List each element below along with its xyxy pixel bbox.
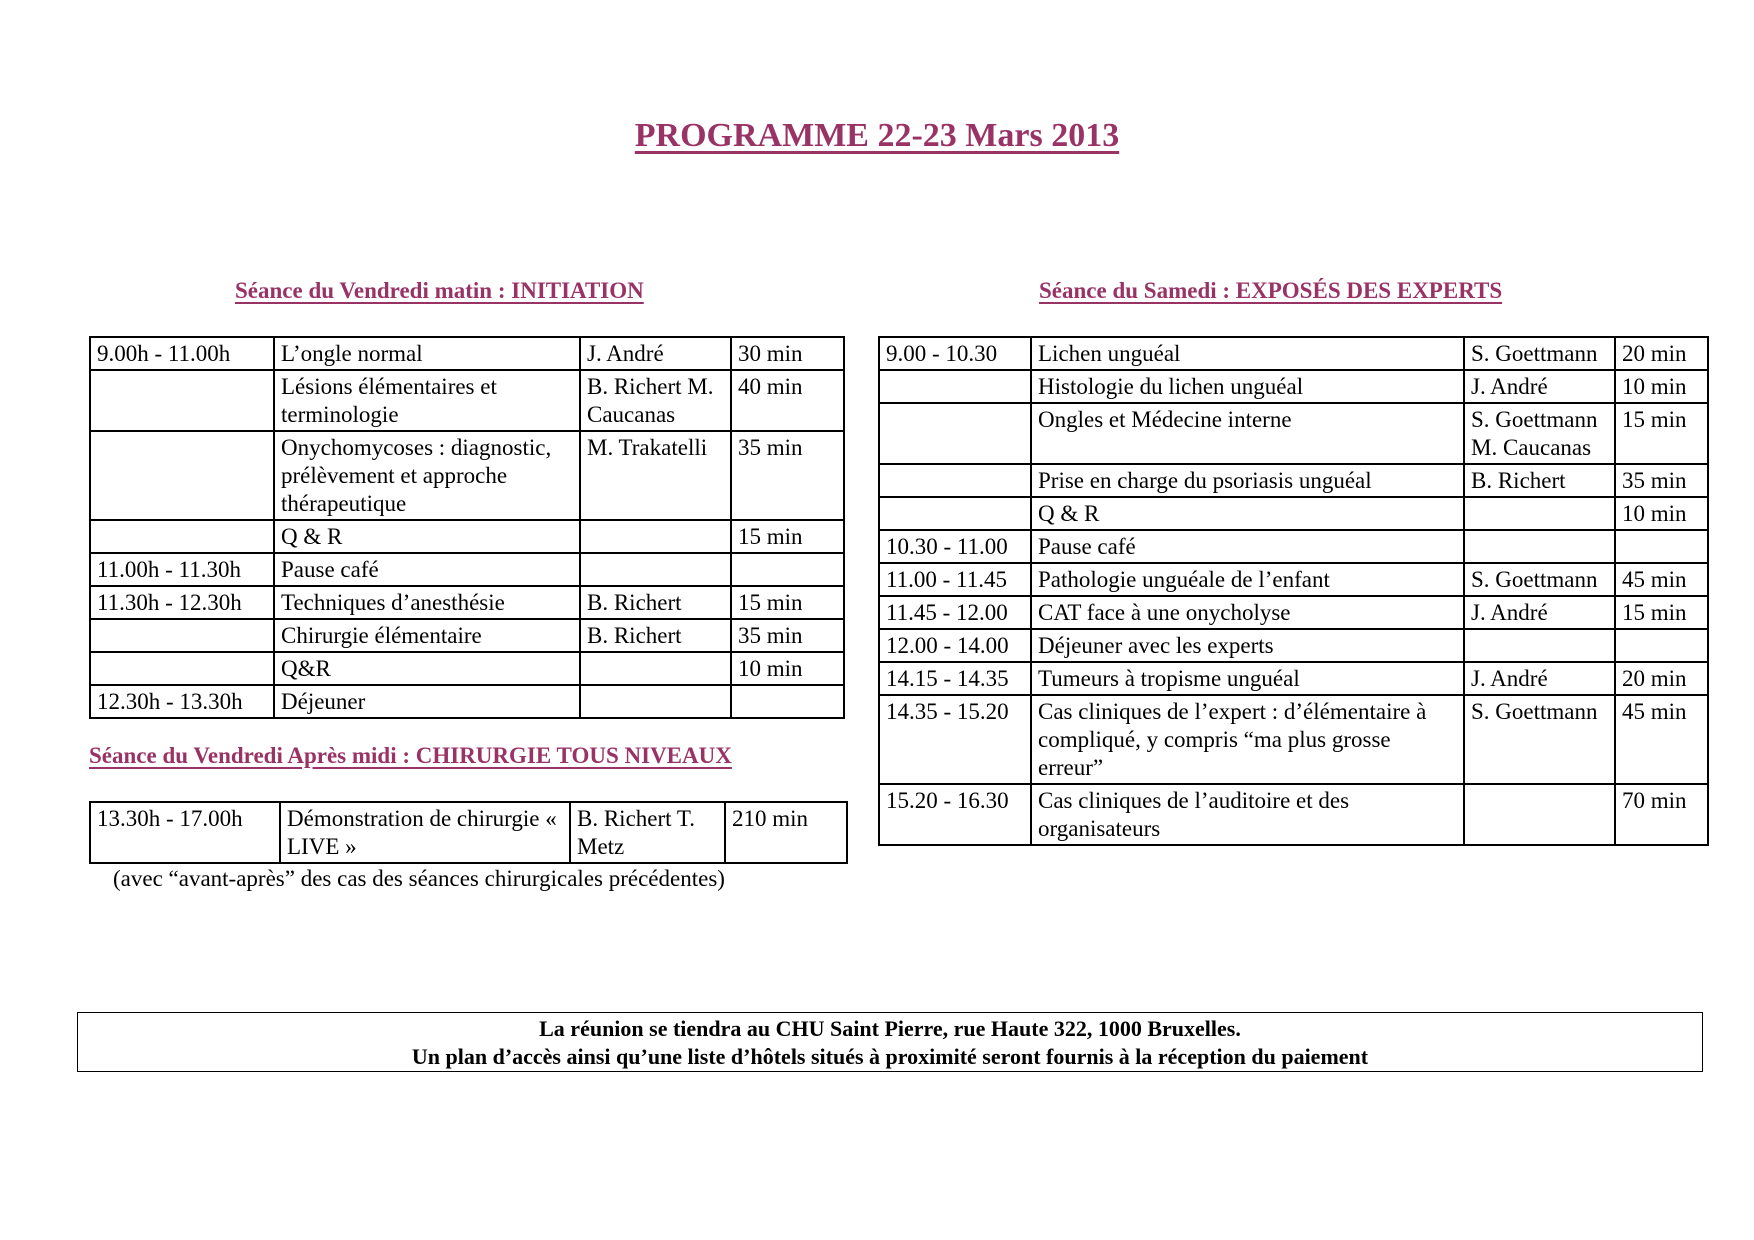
cell-topic: Histologie du lichen unguéal xyxy=(1031,370,1464,403)
cell-time xyxy=(90,520,274,553)
cell-duration: 15 min xyxy=(1615,596,1708,629)
cell-topic: Déjeuner avec les experts xyxy=(1031,629,1464,662)
cell-time xyxy=(879,403,1031,464)
cell-time: 11.00h - 11.30h xyxy=(90,553,274,586)
table-row xyxy=(90,553,844,586)
cell-topic: CAT face à une onycholyse xyxy=(1031,596,1464,629)
cell-duration xyxy=(1615,629,1708,662)
cell-topic: Q & R xyxy=(274,520,580,553)
table-row xyxy=(90,431,844,520)
cell-topic: Techniques d’anesthésie xyxy=(274,586,580,619)
cell-topic: Lésions élémentaires et terminologie xyxy=(274,370,580,431)
cell-time: 12.00 - 14.00 xyxy=(879,629,1031,662)
cell-speaker xyxy=(580,553,731,586)
venue-info-box xyxy=(77,1012,1703,1072)
cell-duration xyxy=(731,553,844,586)
table-row xyxy=(879,464,1708,497)
friday-morning-heading: Séance du Vendredi matin : INITIATION xyxy=(235,278,644,303)
cell-topic: Q & R xyxy=(1031,497,1464,530)
cell-time: 15.20 - 16.30 xyxy=(879,784,1031,845)
cell-duration: 210 min xyxy=(725,802,847,863)
venue-line: La réunion se tiendra au CHU Saint Pierre, rue Haute 322, 1000 Bruxelles. xyxy=(539,1016,1241,1041)
table-row xyxy=(90,520,844,553)
saturday-table xyxy=(878,336,1709,846)
cell-speaker: B. Richert T. Metz xyxy=(570,802,725,863)
table-row xyxy=(879,596,1708,629)
cell-topic: Pause café xyxy=(1031,530,1464,563)
cell-speaker: J. André xyxy=(1464,370,1615,403)
cell-topic: Ongles et Médecine interne xyxy=(1031,403,1464,464)
cell-speaker: B. Richert M. Caucanas xyxy=(580,370,731,431)
table-row xyxy=(879,695,1708,784)
cell-duration: 15 min xyxy=(1615,403,1708,464)
cell-speaker xyxy=(580,685,731,718)
page-title: PROGRAMME 22-23 Mars 2013 xyxy=(634,117,1120,154)
cell-speaker: J. André xyxy=(1464,596,1615,629)
cell-topic: Prise en charge du psoriasis unguéal xyxy=(1031,464,1464,497)
table-row xyxy=(90,370,844,431)
table-row xyxy=(879,662,1708,695)
cell-topic: Cas cliniques de l’auditoire et des organisateurs xyxy=(1031,784,1464,845)
cell-duration xyxy=(1615,530,1708,563)
cell-time: 14.15 - 14.35 xyxy=(879,662,1031,695)
cell-topic: Chirurgie élémentaire xyxy=(274,619,580,652)
cell-duration: 10 min xyxy=(1615,497,1708,530)
cell-time: 11.00 - 11.45 xyxy=(879,563,1031,596)
cell-speaker: S. Goettmann xyxy=(1464,695,1615,784)
table-row xyxy=(879,403,1708,464)
cell-speaker xyxy=(580,520,731,553)
saturday-heading: Séance du Samedi : EXPOSÉS DES EXPERTS xyxy=(1039,278,1503,303)
cell-speaker: S. Goettmann xyxy=(1464,337,1615,370)
table-row xyxy=(90,802,847,863)
cell-topic: L’ongle normal xyxy=(274,337,580,370)
cell-topic: Onychomycoses : diagnostic, prélèvement et approche thérapeutique xyxy=(274,431,580,520)
table-row xyxy=(90,685,844,718)
cell-duration: 40 min xyxy=(731,370,844,431)
cell-topic: Lichen unguéal xyxy=(1031,337,1464,370)
table-row xyxy=(879,563,1708,596)
table-row xyxy=(90,619,844,652)
cell-topic: Déjeuner xyxy=(274,685,580,718)
cell-speaker: J. André xyxy=(580,337,731,370)
cell-time: 14.35 - 15.20 xyxy=(879,695,1031,784)
cell-duration: 20 min xyxy=(1615,662,1708,695)
table-row xyxy=(879,497,1708,530)
cell-time: 13.30h - 17.00h xyxy=(90,802,280,863)
cell-speaker xyxy=(580,652,731,685)
cell-duration xyxy=(731,685,844,718)
cell-duration: 15 min xyxy=(731,586,844,619)
cell-time xyxy=(90,370,274,431)
access-info-line: Un plan d’accès ainsi qu’une liste d’hôtels situés à proximité seront fournis à la réception du paiement xyxy=(411,1044,1369,1069)
cell-speaker xyxy=(1464,530,1615,563)
cell-time xyxy=(90,431,274,520)
friday-afternoon-heading: Séance du Vendredi Après midi : CHIRURGIE TOUS NIVEAUX xyxy=(89,743,732,768)
table-row xyxy=(90,652,844,685)
table-row xyxy=(879,784,1708,845)
table-row xyxy=(879,337,1708,370)
cell-duration: 30 min xyxy=(731,337,844,370)
cell-time: 10.30 - 11.00 xyxy=(879,530,1031,563)
cell-time xyxy=(879,370,1031,403)
cell-time xyxy=(879,497,1031,530)
cell-time xyxy=(879,464,1031,497)
cell-speaker: B. Richert xyxy=(580,586,731,619)
cell-speaker: S. Goettmann M. Caucanas xyxy=(1464,403,1615,464)
cell-speaker: S. Goettmann xyxy=(1464,563,1615,596)
friday-afternoon-note: (avec “avant-après” des cas des séances chirurgicales précédentes) xyxy=(113,866,725,891)
cell-duration: 70 min xyxy=(1615,784,1708,845)
cell-speaker xyxy=(1464,497,1615,530)
table-row xyxy=(879,629,1708,662)
cell-duration: 10 min xyxy=(731,652,844,685)
table-row xyxy=(90,586,844,619)
cell-time: 9.00 - 10.30 xyxy=(879,337,1031,370)
cell-speaker xyxy=(1464,784,1615,845)
cell-time xyxy=(90,652,274,685)
cell-duration: 20 min xyxy=(1615,337,1708,370)
cell-duration: 35 min xyxy=(1615,464,1708,497)
cell-speaker: M. Trakatelli xyxy=(580,431,731,520)
cell-time: 9.00h - 11.00h xyxy=(90,337,274,370)
cell-topic: Pause café xyxy=(274,553,580,586)
friday-afternoon-table xyxy=(89,801,848,864)
friday-morning-table xyxy=(89,336,845,719)
cell-duration: 35 min xyxy=(731,619,844,652)
cell-speaker: B. Richert xyxy=(580,619,731,652)
cell-duration: 45 min xyxy=(1615,695,1708,784)
cell-time: 11.45 - 12.00 xyxy=(879,596,1031,629)
table-row xyxy=(879,530,1708,563)
cell-speaker: B. Richert xyxy=(1464,464,1615,497)
cell-topic: Cas cliniques de l’expert : d’élémentaire à compliqué, y compris “ma plus grosse erreur” xyxy=(1031,695,1464,784)
cell-time: 12.30h - 13.30h xyxy=(90,685,274,718)
cell-time xyxy=(90,619,274,652)
table-row xyxy=(879,370,1708,403)
cell-duration: 45 min xyxy=(1615,563,1708,596)
cell-topic: Q&R xyxy=(274,652,580,685)
cell-duration: 10 min xyxy=(1615,370,1708,403)
table-row xyxy=(90,337,844,370)
cell-speaker xyxy=(1464,629,1615,662)
cell-speaker: J. André xyxy=(1464,662,1615,695)
cell-topic: Pathologie unguéale de l’enfant xyxy=(1031,563,1464,596)
cell-duration: 15 min xyxy=(731,520,844,553)
cell-duration: 35 min xyxy=(731,431,844,520)
cell-time: 11.30h - 12.30h xyxy=(90,586,274,619)
cell-topic: Démonstration de chirurgie « LIVE » xyxy=(280,802,570,863)
cell-topic: Tumeurs à tropisme unguéal xyxy=(1031,662,1464,695)
